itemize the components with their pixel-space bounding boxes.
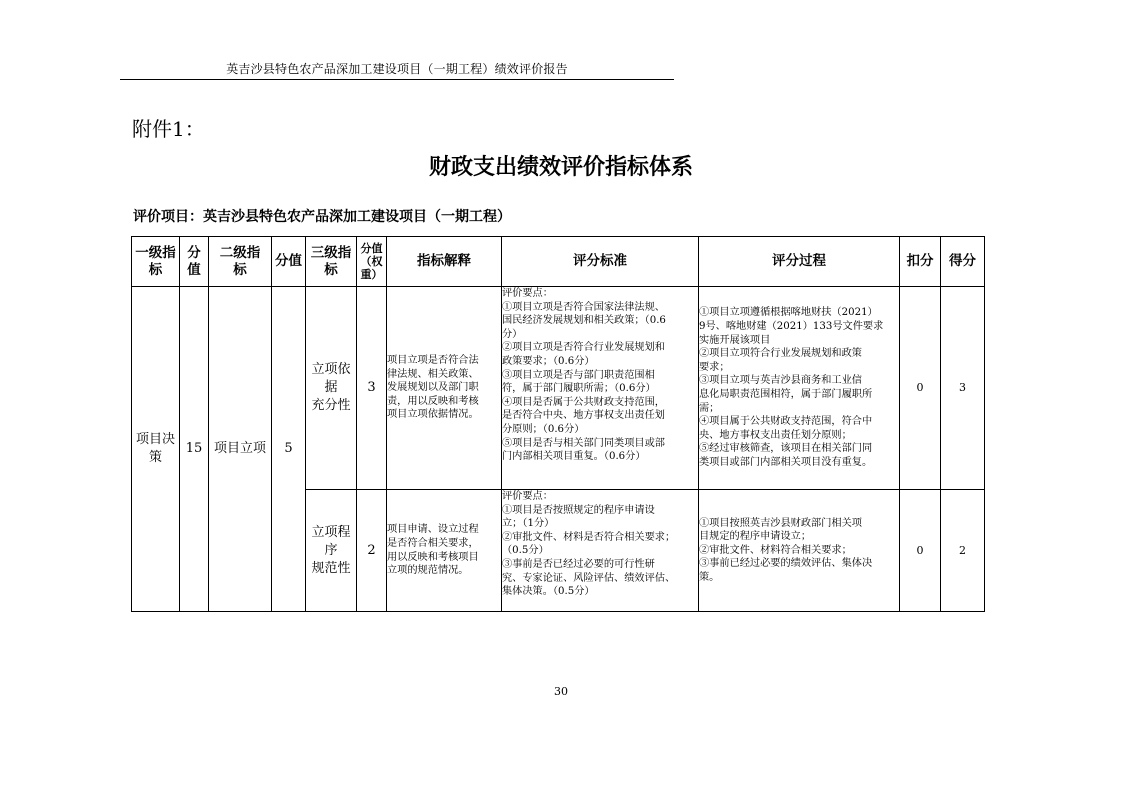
header-score: 得分 <box>941 237 985 287</box>
level1-indicator-cell: 项目决 策 <box>132 287 180 612</box>
scoring-standard-cell: 评价要点： ①项目立项是否符合国家法律法规、 国民经济发展规划和相关政策；（0.6 分） ②项目立项是否符合行业发展规划和 政策要求；（0.6分） ③项目立项是否与部门职责范围相 符，属于部门履职所需；（0.6分） ④项目是否属于公共财政支持范围， 是否符合中央、地方事权支出责任划 分原则；（0.6分） ⑤项目是否与相关部门同类项目或部 门内部相关项目重复。（0.6分） <box>502 287 699 490</box>
deduction-cell: 0 <box>900 490 941 612</box>
header-indicator-explanation: 指标解释 <box>387 237 502 287</box>
scoring-process-cell: ①项目按照英吉沙县财政部门相关项 目规定的程序申请设立； ②审批文件、材料符合相关要求； ③事前已经过必要的绩效评估、集体决 策。 <box>699 490 900 612</box>
level2-indicator-cell: 项目立项 <box>209 287 272 612</box>
explanation-cell: 项目立项是否符合法 律法规、相关政策、 发展规划以及部门职 责，用以反映和考核 项目立项依据情况。 <box>387 287 502 490</box>
indicator-table <box>131 236 985 612</box>
header-level1-score: 分 值 <box>180 237 209 287</box>
evaluation-project-line: 评价项目：英吉沙县特色农产品深加工建设项目（一期工程） <box>133 209 511 225</box>
score-cell: 3 <box>941 287 985 490</box>
level1-score-cell: 15 <box>180 287 209 612</box>
header-deduction: 扣分 <box>900 237 941 287</box>
page-number: 30 <box>554 685 568 698</box>
document-title: 财政支出绩效评价指标体系 <box>428 155 693 180</box>
header-level2-indicator: 二级指 标 <box>209 237 272 287</box>
table-header-row <box>132 237 985 287</box>
header-rule <box>120 79 674 80</box>
header-scoring-standard: 评分标准 <box>502 237 699 287</box>
header-title: 英吉沙县特色农产品深加工建设项目（一期工程）绩效评价报告 <box>226 62 568 76</box>
header-scoring-process: 评分过程 <box>699 237 900 287</box>
header-level2-score: 分值 <box>272 237 306 287</box>
explanation-cell: 项目申请、设立过程 是否符合相关要求， 用以反映和考核项目 立项的规范情况。 <box>387 490 502 612</box>
level3-indicator-cell: 立项程 序 规范性 <box>306 490 357 612</box>
attachment-label: 附件1： <box>132 117 205 141</box>
table-row <box>132 287 985 490</box>
weight-cell: 3 <box>357 287 387 490</box>
level2-score-cell: 5 <box>272 287 306 612</box>
weight-cell: 2 <box>357 490 387 612</box>
level3-indicator-cell: 立项依 据 充分性 <box>306 287 357 490</box>
header-weight: 分值 （权 重） <box>357 237 387 287</box>
deduction-cell: 0 <box>900 287 941 490</box>
header-level1-indicator: 一级指 标 <box>132 237 180 287</box>
scoring-standard-cell: 评价要点： ①项目是否按照规定的程序申请设 立；（1分） ②审批文件、材料是否符合相关要求； （0.5分） ③事前是否已经过必要的可行性研 究、专家论证、风险评估、绩效评估、 集体决策。（0.5分） <box>502 490 699 612</box>
score-cell: 2 <box>941 490 985 612</box>
scoring-process-cell: ①项目立项遵循根据喀地财扶（2021） 9号、喀地财建（2021）133号文件要求 实施开展该项目 ②项目立项符合行业发展规划和政策 要求； ③项目立项与英吉沙县商务和工业信 息化局职责范围相符，属于部门履职所 需； ④项目属于公共财政支持范围，符合中 央、地方事权支出责任划分原则； ⑤经过审核筛查，该项目在相关部门同 类项目或部门内部相关项目没有重复。 <box>699 287 900 490</box>
header-level3-indicator: 三级指 标 <box>306 237 357 287</box>
